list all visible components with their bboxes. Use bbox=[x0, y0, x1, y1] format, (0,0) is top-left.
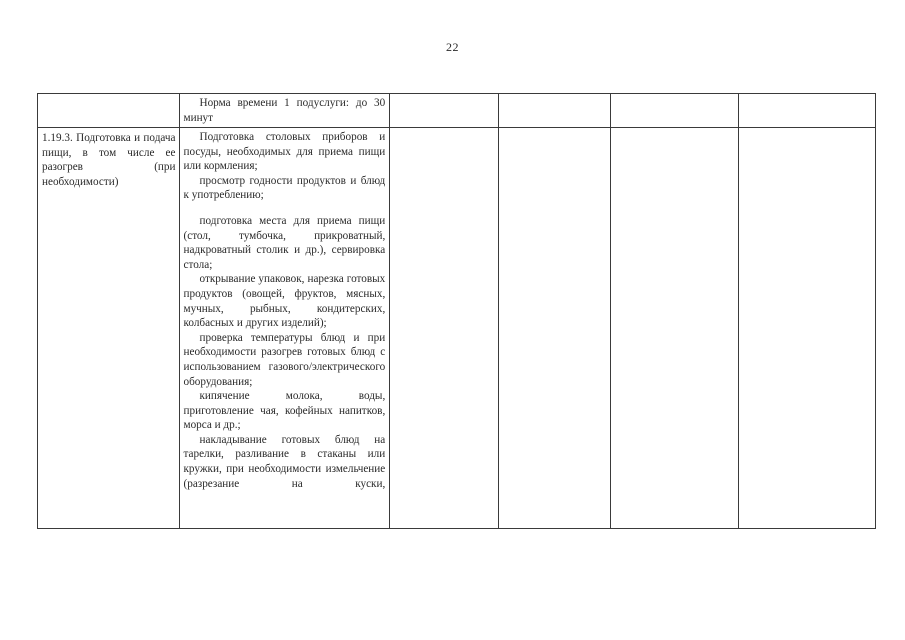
page-number: 22 bbox=[446, 40, 459, 54]
description-paragraph: проверка температуры блюд и при необходимости разогрев готовых блюд с использованием газового/электрического оборудования; bbox=[183, 331, 386, 388]
empty-cell bbox=[611, 94, 739, 128]
service-code-cell bbox=[38, 94, 180, 128]
service-description-cell bbox=[179, 128, 390, 529]
service-code-text: 1.19.3. Подготовка и подача пищи, в том числе ее разогрев (при необходимости) bbox=[42, 132, 176, 188]
services-table bbox=[37, 93, 876, 529]
service-code-cell bbox=[38, 128, 180, 529]
table-row bbox=[38, 94, 876, 128]
description-paragraph: накладывание готовых блюд на тарелки, разливание в стаканы или кружки, при необходимости измельчение (разрезание на куски, bbox=[183, 433, 386, 490]
description-paragraph: Подготовка столовых приборов и посуды, необходимых для приема пищи или кормления; bbox=[183, 131, 386, 173]
description-paragraph: просмотр годности продуктов и блюд к употреблению; bbox=[183, 174, 386, 202]
service-description-cell bbox=[179, 94, 390, 128]
empty-cell bbox=[611, 128, 739, 529]
empty-cell bbox=[498, 94, 610, 128]
table-row bbox=[38, 128, 876, 529]
paragraph-gap bbox=[184, 203, 386, 214]
empty-cell bbox=[390, 128, 498, 529]
empty-cell bbox=[390, 94, 498, 128]
empty-cell bbox=[739, 94, 876, 128]
time-norm-text: Норма времени 1 подуслуги: до 30 минут bbox=[183, 97, 386, 124]
description-paragraph: открывание упаковок, нарезка готовых продуктов (овощей, фруктов, мясных, мучных, рыбных, кондитерских, колбасных и других изделий); bbox=[183, 273, 386, 330]
description-paragraph: подготовка места для приема пищи (стол, тумбочка, прикроватный, надкроватный столик и др.), сервировка стола; bbox=[183, 214, 386, 271]
description-paragraph: кипячение молока, воды, приготовление чая, кофейных напитков, морса и др.; bbox=[183, 390, 386, 432]
empty-cell bbox=[739, 128, 876, 529]
empty-cell bbox=[498, 128, 610, 529]
